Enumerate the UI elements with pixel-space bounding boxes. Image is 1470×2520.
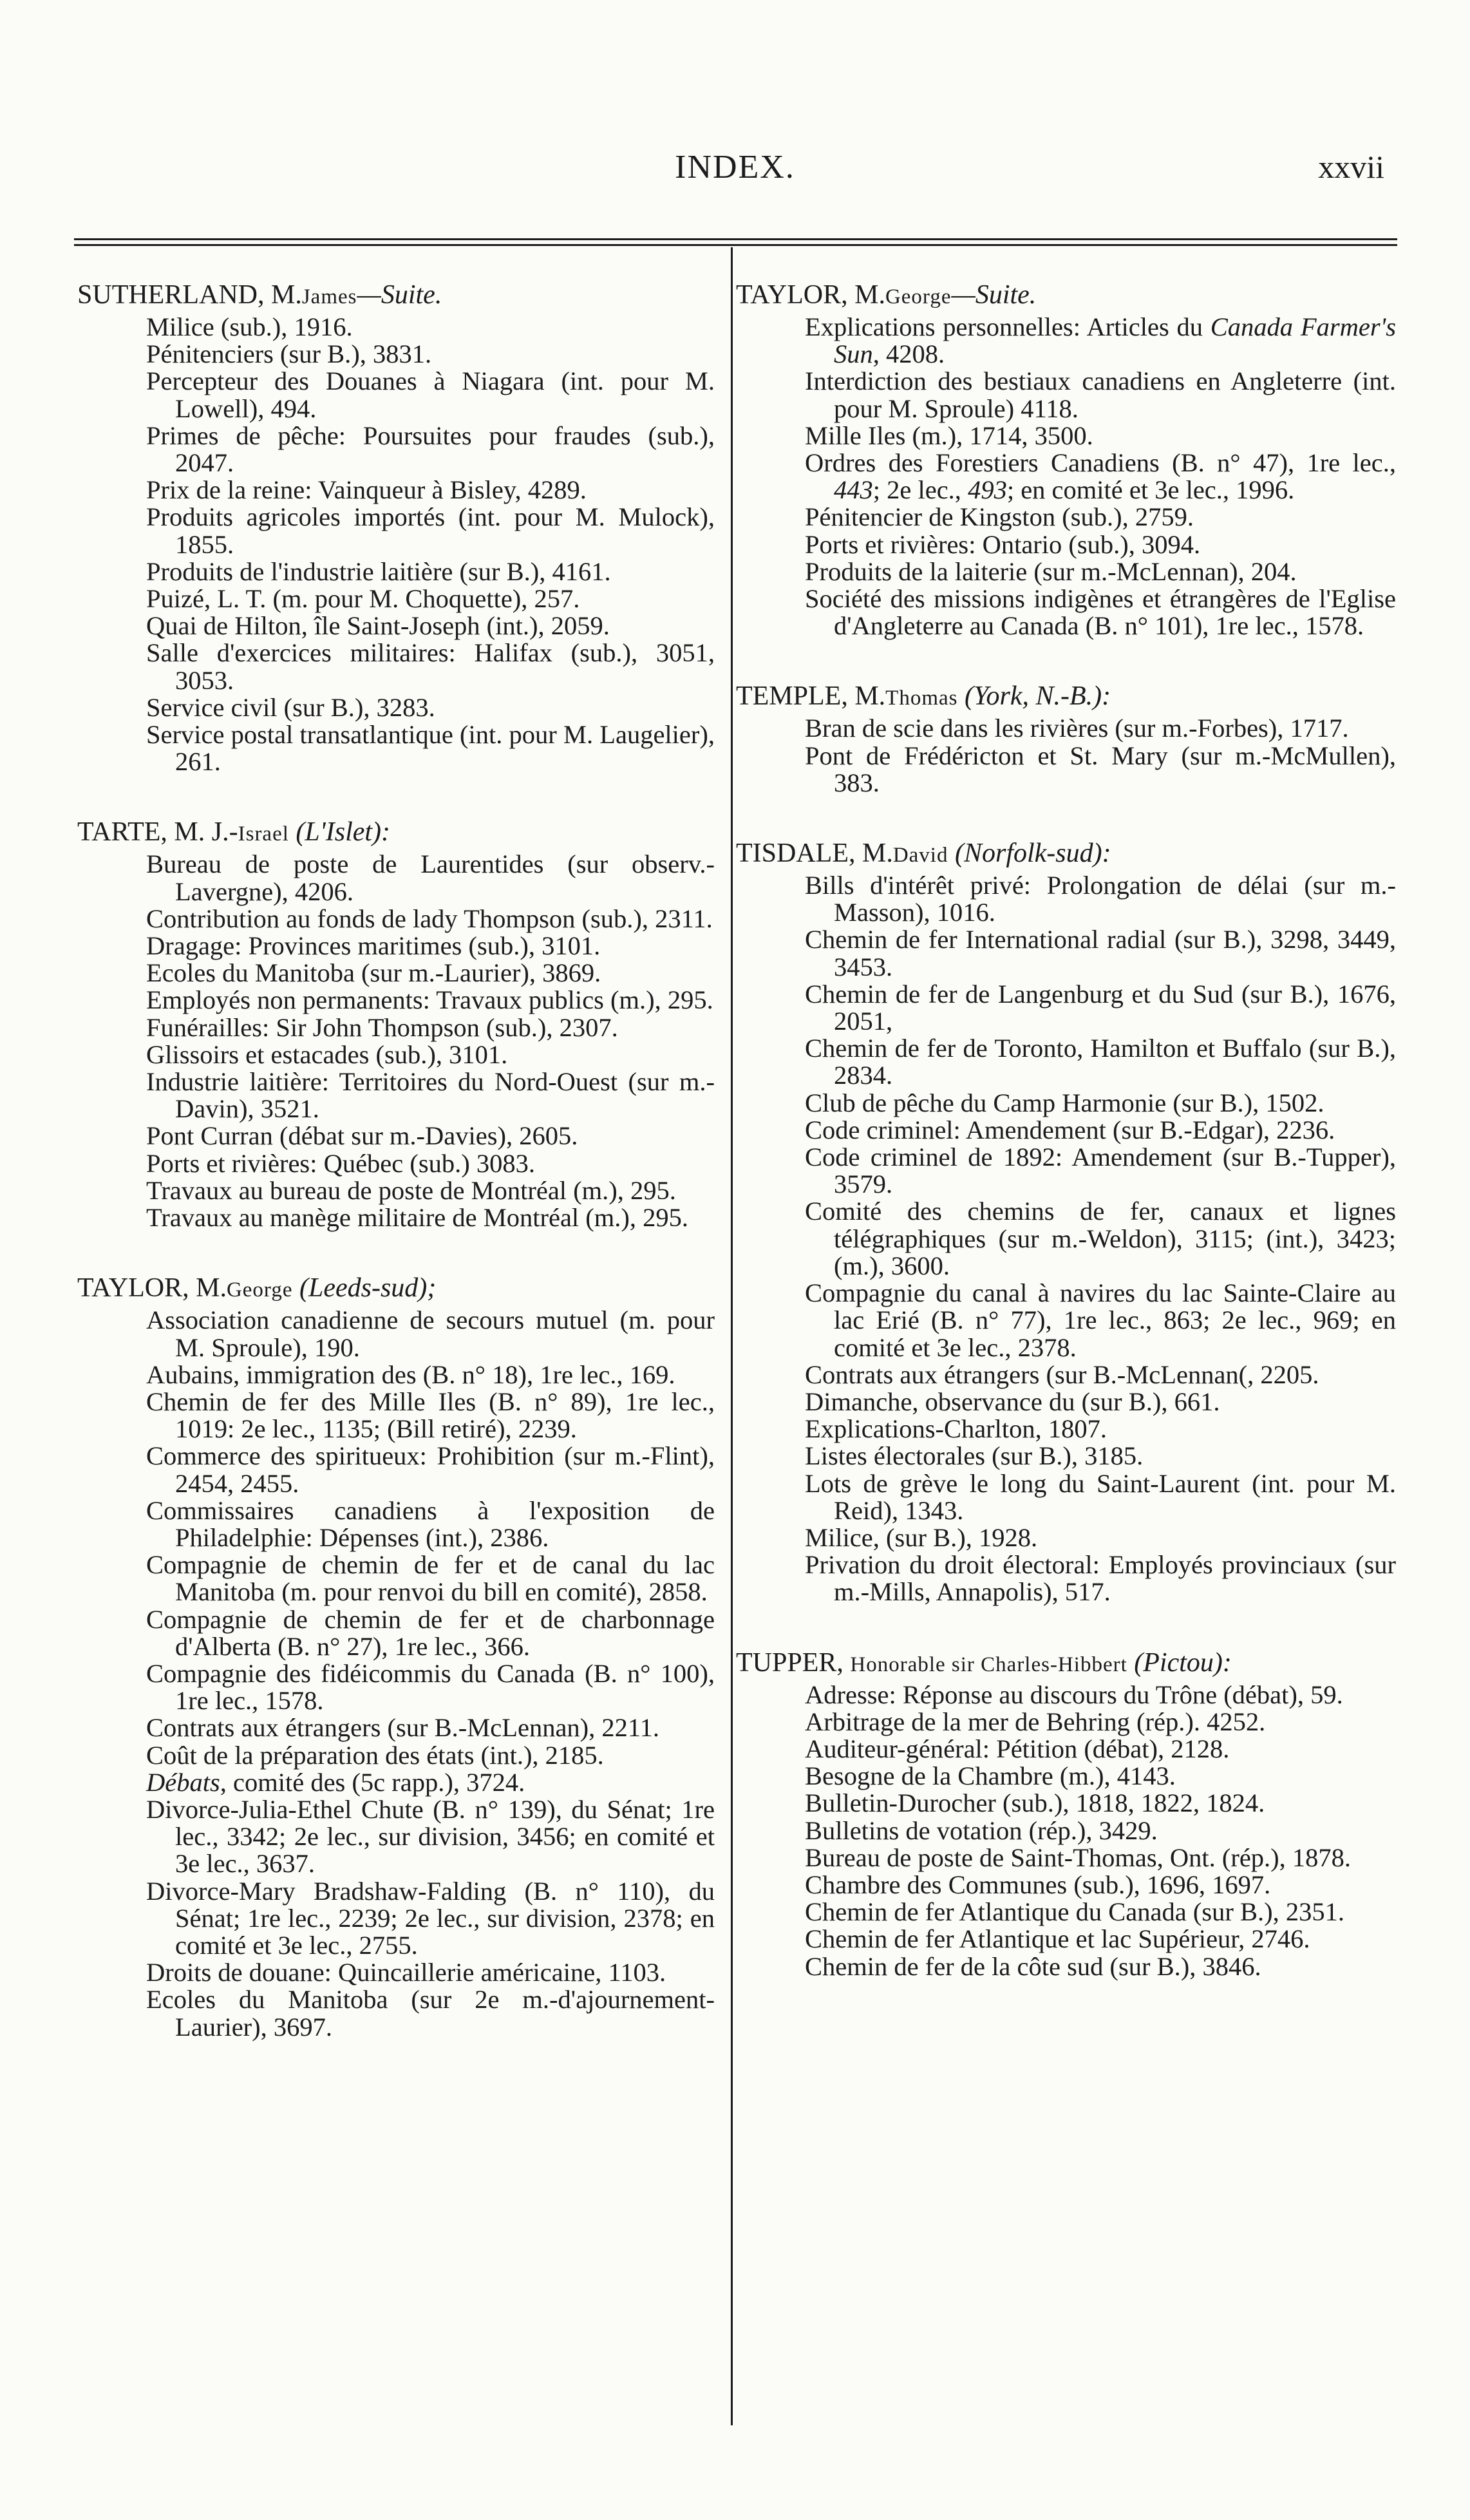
- header-rule-top: [74, 238, 1397, 240]
- column-divider: [731, 247, 733, 2425]
- subentry: [77, 1204, 715, 1231]
- subentry-text: Ordres des Forestiers Canadiens (B. n° 47), 1re lec.,: [805, 448, 1396, 478]
- subentry: [736, 1763, 1396, 1790]
- subentry-text: Pénitencier de Kingston (sub.), 2759.: [805, 502, 1194, 532]
- subentry-text: Divorce-Julia-Ethel Chute (B. n° 139), du Sénat; 1re lec., 3342; 2e lec., sur division, 3456; en comité et 3e lec., 3637.: [146, 1794, 715, 1879]
- member-constituency: (Norfolk-sud):: [954, 838, 1111, 869]
- subentry-text: Ports et rivières: Ontario (sub.), 3094.: [805, 529, 1201, 559]
- subentry: [77, 612, 715, 639]
- subentry-text: 443: [834, 475, 873, 505]
- subentry: [77, 585, 715, 612]
- subentry: [736, 1899, 1396, 1926]
- subentry-text: Glissoirs et estacades (sub.), 3101.: [146, 1039, 508, 1069]
- subentry: [736, 1709, 1396, 1736]
- subentry: [736, 715, 1396, 742]
- entry-heading: [736, 837, 1396, 872]
- subentry: [736, 926, 1396, 980]
- subentry-text: Bureau de poste de Saint-Thomas, Ont. (rép.), 1878.: [805, 1843, 1352, 1872]
- subentry-text: Besogne de la Chambre (m.), 4143.: [805, 1761, 1176, 1791]
- subentry-text: Explications-Charlton, 1807.: [805, 1414, 1107, 1444]
- subentry: [736, 1953, 1396, 1980]
- subentry-text: Pénitenciers (sur B.), 3831.: [146, 339, 432, 369]
- subentry-text: Adresse: Réponse au discours du Trône (débat), 59.: [805, 1680, 1343, 1709]
- subentry-text: Commissaires canadiens à l'exposition de Philadelphie: Dépenses (int.), 2386.: [146, 1495, 715, 1552]
- subentry-text: Chemin de fer de la côte sud (sur B.), 3846.: [805, 1951, 1261, 1981]
- subentry: [736, 1090, 1396, 1117]
- subentry-text: Milice (sub.), 1916.: [146, 312, 353, 341]
- subentry-text: Code criminel: Amendement (sur B.-Edgar), 2236.: [805, 1115, 1335, 1144]
- member-given-name: James: [301, 285, 357, 308]
- subentry-text: Chemin de fer Atlantique et lac Supérieur, 2746.: [805, 1924, 1310, 1954]
- subentry: [736, 1280, 1396, 1361]
- subentry: [77, 851, 715, 905]
- subentry-text: Explications personnelles: Articles du: [805, 312, 1211, 341]
- member-given-name: Israel: [238, 822, 289, 846]
- member-name: TAYLOR, M.: [736, 280, 885, 310]
- entry-heading: [77, 278, 715, 314]
- subentry-text: Produits agricoles importés (int. pour M. Mulock), 1855.: [146, 502, 715, 559]
- member-name: TARTE, M. J.-: [77, 817, 238, 848]
- page-header: [0, 148, 1470, 213]
- subentry-text: Débats: [146, 1767, 220, 1797]
- subentry: [77, 1742, 715, 1769]
- subentry-text: Compagnie des fidéicommis du Canada (B. n° 100), 1re lec., 1578.: [146, 1658, 715, 1716]
- member-constituency: (Leeds-sud);: [299, 1273, 437, 1303]
- member-given-name: George: [885, 285, 952, 308]
- subentry: [77, 1986, 715, 2040]
- subentry-text: Coût de la préparation des états (int.), 2185.: [146, 1740, 604, 1770]
- subentry: [77, 1878, 715, 1960]
- entry-heading: [736, 278, 1396, 314]
- subentry: [77, 558, 715, 585]
- subentry: [736, 872, 1396, 926]
- subentry: [77, 1014, 715, 1041]
- subentry-text: Prix de la reine: Vainqueur à Bisley, 4289.: [146, 475, 587, 505]
- index-entry: [736, 837, 1396, 1606]
- entry-heading: [77, 1271, 715, 1307]
- member-constituency: (York, N.-B.):: [965, 681, 1111, 712]
- subentry: [736, 1926, 1396, 1953]
- subentry: [736, 1117, 1396, 1144]
- subentry: [77, 1177, 715, 1204]
- page-title: INDEX.: [675, 149, 795, 185]
- subentry: [77, 1959, 715, 1986]
- subentry: [736, 1416, 1396, 1443]
- subentry: [736, 1790, 1396, 1817]
- subentry: [77, 1443, 715, 1497]
- subentry-text: ; 2e lec.,: [872, 475, 968, 505]
- subentry-text: Société des missions indigènes et étrangères de l'Eglise d'Angleterre au Canada (B. n° 101), 1re lec., 1578.: [805, 584, 1396, 641]
- subentry-text: Bureau de poste de Laurentides (sur observ.-Lavergne), 4206.: [146, 849, 715, 906]
- entry-heading: [736, 679, 1396, 715]
- subentry: [736, 1524, 1396, 1551]
- subentry: [736, 1871, 1396, 1899]
- subentry: [736, 1144, 1396, 1198]
- subentry: [77, 1388, 715, 1443]
- member-given-name: Thomas: [885, 687, 958, 710]
- member-given-name: David: [892, 844, 948, 867]
- subentry: [77, 1497, 715, 1551]
- subentry-text: Canada Farmer's Sun: [834, 312, 1397, 369]
- subentry: [736, 314, 1396, 368]
- subentry-text: Industrie laitière: Territoires du Nord-Ouest (sur m.-Davin), 3521.: [146, 1067, 715, 1124]
- subentry: [736, 1817, 1396, 1844]
- subentry: [77, 1307, 715, 1361]
- index-entry: [77, 278, 715, 775]
- member-given-name: George: [226, 1278, 293, 1302]
- subentry-text: Compagnie de chemin de fer et de charbonnage d'Alberta (B. n° 27), 1re lec., 366.: [146, 1604, 715, 1661]
- subentry-text: Travaux au manège militaire de Montréal (m.), 295.: [146, 1203, 689, 1233]
- entry-heading: [77, 815, 715, 851]
- subentry-text: Chemin de fer Atlantique du Canada (sur B.), 2351.: [805, 1897, 1344, 1927]
- subentry-text: Compagnie du canal à navires du lac Sainte-Claire au lac Erié (B. n° 77), 1re lec., 863; 2e lec., 969; en comité et 3e lec., 2378.: [805, 1278, 1396, 1362]
- continued-suffix: —Suite.: [357, 280, 442, 310]
- subentry: [77, 1796, 715, 1878]
- subentry: [77, 721, 715, 775]
- subentry: [77, 933, 715, 960]
- subentry: [77, 1769, 715, 1796]
- subentry-text: Ports et rivières: Québec (sub.) 3083.: [146, 1148, 535, 1178]
- subentry-text: Quai de Hilton, île Saint-Joseph (int.), 2059.: [146, 611, 610, 641]
- subentry-text: Divorce-Mary Bradshaw-Falding (B. n° 110), du Sénat; 1re lec., 2239; 2e lec., sur division, 2378; en comité et 3e lec., 2755.: [146, 1876, 715, 1960]
- subentry: [736, 1551, 1396, 1606]
- subentry-text: Ecoles du Manitoba (sur 2e m.-d'ajournement-Laurier), 3697.: [146, 1985, 715, 2042]
- subentry: [736, 558, 1396, 585]
- subentry-text: Aubains, immigration des (B. n° 18), 1re lec., 169.: [146, 1359, 675, 1389]
- subentry-text: , comité des (5c rapp.), 3724.: [220, 1767, 525, 1797]
- subentry: [77, 1123, 715, 1150]
- subentry: [736, 981, 1396, 1035]
- subentry-text: Interdiction des bestiaux canadiens en Angleterre (int. pour M. Sproule) 4118.: [805, 366, 1396, 423]
- index-column-right: [736, 278, 1396, 2020]
- subentry: [77, 960, 715, 987]
- subentry: [77, 905, 715, 933]
- column-content: [77, 278, 715, 2041]
- subentry-text: Chemin de fer de Toronto, Hamilton et Buffalo (sur B.), 2834.: [805, 1034, 1396, 1090]
- index-entry: [736, 278, 1396, 639]
- subentry: [736, 1470, 1396, 1524]
- column-content: [736, 278, 1396, 1980]
- subentry-text: Club de pêche du Camp Harmonie (sur B.), 1502.: [805, 1088, 1324, 1117]
- subentry-text: Travaux au bureau de poste de Montréal (m.), 295.: [146, 1175, 676, 1205]
- subentry-text: Ecoles du Manitoba (sur m.-Laurier), 3869.: [146, 958, 601, 988]
- subentry: [77, 1714, 715, 1741]
- subentry-text: Produits de la laiterie (sur m.-McLennan), 204.: [805, 556, 1297, 586]
- subentry-text: Listes électorales (sur B.), 3185.: [805, 1441, 1144, 1471]
- index-entry: [736, 679, 1396, 797]
- index-entry: [77, 815, 715, 1231]
- subentry-text: Employés non permanents: Travaux publics (m.), 295.: [146, 985, 713, 1015]
- page-number: xxvii: [1318, 149, 1384, 185]
- subentry-text: Commerce des spiritueux: Prohibition (sur m.-Flint), 2454, 2455.: [146, 1441, 715, 1498]
- header-rule-bottom: [74, 244, 1397, 246]
- subentry-text: Dimanche, observance du (sur B.), 661.: [805, 1387, 1220, 1416]
- continued-suffix: —Suite.: [951, 280, 1037, 310]
- subentry: [77, 987, 715, 1014]
- member-name: TISDALE, M.: [736, 838, 893, 869]
- subentry: [77, 639, 715, 694]
- subentry-text: , 4208.: [872, 339, 945, 369]
- subentry-text: Primes de pêche: Poursuites pour fraudes (sub.), 2047.: [146, 421, 715, 478]
- subentry: [77, 341, 715, 368]
- subentry: [736, 1388, 1396, 1416]
- subentry-text: Dragage: Provinces maritimes (sub.), 3101.: [146, 931, 601, 961]
- subentry: [736, 585, 1396, 639]
- member-name: TAYLOR, M.: [77, 1273, 227, 1303]
- subentry: [77, 504, 715, 558]
- subentry-text: Chemin de fer de Langenburg et du Sud (sur B.), 1676, 2051,: [805, 979, 1396, 1036]
- subentry-text: Contrats aux étrangers (sur B.-McLennan(, 2205.: [805, 1359, 1319, 1389]
- subentry-text: Milice, (sur B.), 1928.: [805, 1522, 1038, 1552]
- subentry: [77, 1551, 715, 1606]
- subentry-text: 493: [968, 475, 1007, 505]
- subentry: [77, 1660, 715, 1714]
- subentry: [77, 477, 715, 504]
- subentry-text: Code criminel de 1892: Amendement (sur B.-Tupper), 3579.: [805, 1142, 1396, 1199]
- index-entry: [77, 1271, 715, 2040]
- subentry: [77, 1361, 715, 1388]
- subentry: [736, 1443, 1396, 1470]
- subentry-text: Comité des chemins de fer, canaux et lignes télégraphiques (sur m.-Weldon), 3115; (int.), 3423; (m.), 3600.: [805, 1197, 1396, 1280]
- subentry-text: Pont Curran (débat sur m.-Davies), 2605.: [146, 1121, 578, 1151]
- subentry: [736, 531, 1396, 558]
- subentry-text: Auditeur-général: Pétition (débat), 2128.: [805, 1734, 1230, 1763]
- index-entry: [736, 1646, 1396, 1980]
- subentry: [736, 1736, 1396, 1763]
- subentry: [736, 504, 1396, 531]
- index-column-left: [77, 278, 715, 2081]
- subentry-text: Puizé, L. T. (m. pour M. Choquette), 257.: [146, 584, 580, 614]
- member-given-name: Honorable sir Charles-Hibbert: [850, 1653, 1127, 1676]
- subentry: [736, 743, 1396, 797]
- member-constituency: (L'Islet):: [296, 817, 391, 848]
- subentry-text: Service postal transatlantique (int. pour M. Laugelier), 261.: [146, 720, 715, 777]
- subentry: [736, 1361, 1396, 1388]
- subentry-text: Produits de l'industrie laitière (sur B.), 4161.: [146, 556, 611, 586]
- subentry: [736, 368, 1396, 422]
- member-name: SUTHERLAND, M.: [77, 280, 302, 310]
- subentry-text: Mille Iles (m.), 1714, 3500.: [805, 421, 1093, 450]
- subentry-text: Salle d'exercices militaires: Halifax (sub.), 3051, 3053.: [146, 638, 715, 695]
- subentry-text: Chambre des Communes (sub.), 1696, 1697.: [805, 1870, 1271, 1899]
- subentry-text: Chemin de fer des Mille Iles (B. n° 89), 1re lec., 1019: 2e lec., 1135; (Bill retiré), 2239.: [146, 1387, 715, 1444]
- subentry: [736, 1035, 1396, 1089]
- entry-heading: [736, 1646, 1396, 1682]
- subentry: [77, 314, 715, 341]
- subentry: [736, 1198, 1396, 1280]
- subentry-text: Contrats aux étrangers (sur B.-McLennan), 2211.: [146, 1713, 660, 1743]
- member-name: TEMPLE, M.: [736, 681, 886, 712]
- subentry-text: Lots de grève le long du Saint-Laurent (int. pour M. Reid), 1343.: [805, 1468, 1396, 1525]
- subentry-text: Bulletin-Durocher (sub.), 1818, 1822, 1824.: [805, 1788, 1265, 1818]
- subentry: [77, 1068, 715, 1123]
- subentry-text: Percepteur des Douanes à Niagara (int. pour M. Lowell), 494.: [146, 366, 715, 423]
- subentry: [77, 368, 715, 422]
- member-name: TUPPER,: [736, 1647, 843, 1678]
- subentry-text: Bills d'intérêt privé: Prolongation de délai (sur m.-Masson), 1016.: [805, 871, 1396, 927]
- subentry: [77, 694, 715, 721]
- subentry: [77, 1041, 715, 1068]
- subentry-text: Service civil (sur B.), 3283.: [146, 692, 435, 722]
- subentry-text: Droits de douane: Quincaillerie américaine, 1103.: [146, 1958, 666, 1987]
- subentry: [736, 422, 1396, 450]
- subentry: [736, 450, 1396, 504]
- subentry: [736, 1844, 1396, 1871]
- subentry-text: Bulletins de votation (rép.), 3429.: [805, 1815, 1158, 1845]
- subentry-text: Association canadienne de secours mutuel (m. pour M. Sproule), 190.: [146, 1305, 715, 1362]
- subentry-text: Chemin de fer International radial (sur B.), 3298, 3449, 3453.: [805, 925, 1396, 981]
- subentry-text: Bran de scie dans les rivières (sur m.-Forbes), 1717.: [805, 714, 1349, 743]
- subentry: [736, 1682, 1396, 1709]
- member-constituency: (Pictou):: [1134, 1647, 1232, 1678]
- subentry-text: ; en comité et 3e lec., 1996.: [1006, 475, 1295, 505]
- subentry: [77, 1150, 715, 1177]
- subentry: [77, 1606, 715, 1660]
- subentry-text: Contribution au fonds de lady Thompson (sub.), 2311.: [146, 904, 713, 933]
- subentry-text: Privation du droit électoral: Employés provinciaux (sur m.-Mills, Annapolis), 517.: [805, 1550, 1396, 1607]
- subentry: [77, 422, 715, 477]
- subentry-text: Compagnie de chemin de fer et de canal du lac Manitoba (m. pour renvoi du bill en comité), 2858.: [146, 1550, 715, 1607]
- subentry-text: Pont de Frédéricton et St. Mary (sur m.-McMullen), 383.: [805, 741, 1396, 797]
- subentry-text: Funérailles: Sir John Thompson (sub.), 2307.: [146, 1012, 618, 1042]
- subentry-text: Arbitrage de la mer de Behring (rép.). 4252.: [805, 1707, 1266, 1736]
